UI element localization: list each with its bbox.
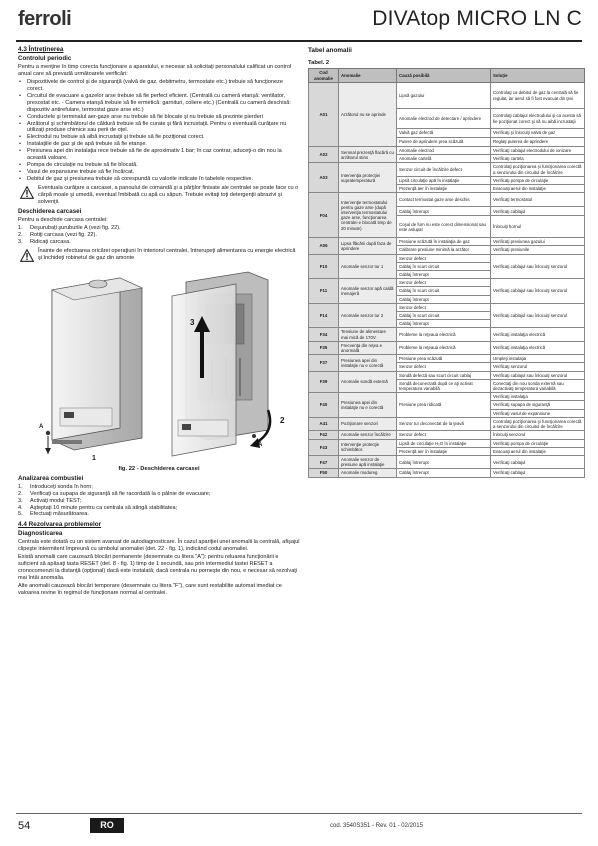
table-row (309, 371, 585, 379)
anomaly-cell: Arzătorul nu se aprinde (339, 83, 397, 147)
notice-text: Înainte de efectuarea oricărei operaţiuni în interiorul centralei, întrerupeţi alimentarea cu energie electrică şi închideţi robinetul de gaz din amonte (38, 247, 296, 261)
solution-cell: Controlaţi poziţionarea şi funcţionarea corectă a senzorului din circuitul de încălzire (491, 163, 585, 176)
solution-cell: Verificaţi supapa de siguranţă (491, 401, 585, 409)
table-row (309, 83, 585, 109)
anomaly-cell: Anomalie senzor apă caldă menajeră (339, 279, 397, 304)
fault-code-cell: F42 (309, 431, 339, 439)
cause-cell: Prezenţă aer în instalaţie (397, 185, 491, 193)
list-item: 4. Aşteptaţi 10 minute pentru ca centrala să atingă stabilitatea; (18, 504, 178, 511)
cause-cell: Anomalie electrod de detectare / aprindere (397, 109, 491, 129)
fault-code-cell: F37 (309, 355, 339, 371)
solution-cell: Evacuaţi aerul din instalaţie (491, 185, 585, 193)
cause-cell: Cablaj în scurt circuit (397, 287, 491, 295)
header-rule (16, 40, 582, 42)
anomaly-cell: Tensiune de alimentare mai mică de 170V. (339, 328, 397, 341)
anomaly-cell: Anomalie sondă externă (339, 371, 397, 393)
table-number: Tabel. 2 (308, 60, 330, 66)
subsection-periodic-check: Controlul periodic (18, 54, 72, 62)
cause-cell: Sondă defectă sau scurt circuit cablaj (397, 371, 491, 379)
fault-code-cell: A03 (309, 163, 339, 193)
list-item: • Presiunea apei din instalaţia rece trebuie să fie de aproximativ 1 bar; în caz contrar, aduceţi-o din nou la această valoare. (18, 148, 300, 162)
column-header: Anomalie (339, 69, 397, 83)
cause-cell: Senzor defect (397, 431, 491, 439)
table-row (309, 279, 585, 287)
solution-cell: Umpleţi instalaţia (491, 355, 585, 363)
cause-cell: Lipsă de circulaţie H₂O în instalaţie (397, 439, 491, 447)
cause-cell: Senzor defect (397, 303, 491, 311)
anomaly-cell: Presiunea apei din instalaţie nu e corectă (339, 355, 397, 371)
table-row (309, 341, 585, 354)
solution-cell: Verificaţi instalaţia electrică (491, 328, 585, 341)
cause-cell: Prezenţă aer în instalaţie (397, 447, 491, 455)
figure-caption: fig. 22 - Deschiderea carcasei (118, 465, 200, 472)
solution-cell: Verificaţi cablajul (491, 469, 585, 477)
list-item: 3. Ridicaţi carcasa. (18, 238, 71, 245)
fault-code-cell: A06 (309, 238, 339, 254)
solution-cell: Verificaţi senzorul (491, 363, 585, 371)
fault-code-cell: F11 (309, 279, 339, 304)
section-title-troubleshooting: 4.4 Rezolvarea problemelor (18, 521, 102, 529)
cause-cell: Senzor defect (397, 254, 491, 262)
cause-cell: Putere de aprindere prea scăzută (397, 138, 491, 147)
anomaly-cell: Anomalie senzor încălzire (339, 431, 397, 439)
anomaly-cell: Anomalie senzor de presiune apă instalaţie (339, 455, 397, 468)
solution-cell: Controlaţi poziţionarea şi funcţionarea corectă a senzorului din circuitul de încălzire (491, 417, 585, 430)
table-row (309, 355, 585, 363)
open-casing-intro: Pentru a deschide carcasa centralei: (18, 216, 108, 223)
table-title: Tabel anomalii (308, 47, 352, 54)
solution-cell: Verificaţi presiunea gazului (491, 238, 585, 246)
fault-code-cell: F40 (309, 393, 339, 418)
left-column (18, 46, 300, 598)
column-header: Cauză posibilă (397, 69, 491, 83)
cause-cell: Presiune prea scăzută (397, 355, 491, 363)
cause-cell: Cablaj întrerupt (397, 455, 491, 468)
fault-code-cell: F35 (309, 341, 339, 354)
solution-cell: Verificaţi cablajul electrodului de ionizare (491, 147, 585, 155)
fault-code-cell: A41 (309, 417, 339, 430)
figure-label-1: 1 (92, 454, 96, 462)
cause-cell: Senzor tur deconectat de la ţeavă (397, 417, 491, 430)
solution-cell: Verificaţi cablajul (491, 207, 585, 216)
list-item: • Vasul de expansiune trebuie să fie încărcat. (18, 169, 300, 176)
solution-cell: Reglaţi puterea de aprindere (491, 138, 585, 147)
list-item: 3. Activaţi modul TEST; (18, 497, 82, 504)
solution-cell: Verificaţi pompa de circulaţie (491, 176, 585, 184)
solution-cell: Evacuaţi aerul din instalaţie (491, 447, 585, 455)
solution-cell: Controlaţi cablajul electrodului şi ca acesta să fie poziţionat corect şi să nu aibă incrustaţii (491, 109, 585, 129)
anomaly-cell: Intervenţia protecţiei supratemperatură (339, 163, 397, 193)
table-row (309, 163, 585, 176)
page-number: 54 (18, 820, 31, 832)
anomaly-cell: Presiunea apei din instalaţie nu e corectă (339, 393, 397, 418)
figure-label-a: A (39, 423, 44, 430)
cause-cell: Cablaj întrerupt (397, 207, 491, 216)
cause-cell: Cablaj întrerupt (397, 320, 491, 328)
boiler-opening (172, 272, 270, 456)
anomaly-cell: Anomalie senzor tur 1 (339, 254, 397, 279)
figure-label-2: 2 (280, 415, 285, 425)
subsection-open-casing: Deschiderea carcasei (18, 207, 82, 215)
table-row (309, 439, 585, 447)
cause-cell: Cablaj în scurt circuit (397, 312, 491, 320)
intro-paragraph: Pentru a menţine în timp corecta funcţionare a aparatului, e necesar să solicitaţi personalului calificat un control anual care să prevadă următoarele verificări: (18, 63, 292, 77)
cause-cell: Presiune scăzută în instalaţia de gaz (397, 238, 491, 246)
cause-cell: Contact termostat gaze arse deschis (397, 193, 491, 207)
table-row (309, 147, 585, 155)
solution-cell: Verificaţi cablajul (491, 455, 585, 468)
list-item: • Debitul de gaz şi presiunea trebuie să corespundă cu valorile indicate în tabelele respective. (18, 176, 300, 183)
anomaly-cell: Frecvenţa din reţea e anormală (339, 341, 397, 354)
solution-cell: Înlocuiţi hornul (491, 216, 585, 238)
combustion-steps (18, 484, 300, 519)
section-title-maintenance: 4.3 Întreţinerea (18, 46, 64, 53)
diagnostics-paragraph: Alte anomalii cauzează blocări temporare (desemnate cu litera "F"), care sunt restabilite automat imediat ce valoarea revine în regimul de funcţionare normal al centralei. (18, 583, 282, 596)
cause-cell: Presiune prea ridicată (397, 393, 491, 418)
cause-cell: Coşul de fum nu este corect dimensionat sau este astupat (397, 216, 491, 238)
table-row (309, 238, 585, 246)
fault-code-cell: F34 (309, 328, 339, 341)
diagnostics-paragraph: Există anomalii care cauzează blocări permanente (desemnate cu litera "A"): pentru reluarea funcţionării e suficient să apăsaţi tasta RESET (det. 8 - fig. 1) timp de 1 secundă, sau prin intermediul tastei RESET a cronocomenzii la distanţă (opţional) dacă este instalată; dacă centrala nu porneşte din nou, e necesar să rezolvaţi mai întâi anomalia. (18, 554, 298, 582)
cause-cell: Anomalie cartelă (397, 155, 491, 163)
boiler-illustration (22, 268, 290, 464)
document-code: cod. 3540S351 - Rev. 01 - 02/2015 (330, 823, 423, 829)
document-title: DIVAtop MICRO LN C (372, 7, 582, 30)
solution-cell: Verificaţi termostatul (491, 193, 585, 207)
list-item: 1. Deşurubaţi şuruburile A (vezi fig. 22). (18, 224, 121, 231)
warning-icon (20, 249, 34, 262)
solution-cell: Conectaţi din nou sonda externă sau dezactivaţi temperatura variabilă (491, 379, 585, 392)
solution-cell: Verificaţi cartela (491, 155, 585, 163)
table-row (309, 393, 585, 401)
notice-text: Eventuala curăţare a carcasei, a panoului de comandă şi a părţilor finisate ale centralei se poate face cu o cârpă moale şi umedă, eventual îmbibată cu apă cu săpun. Trebuie evitaţi toţi detergenţii abrazivi şi solvenţii. (38, 185, 299, 206)
anomaly-cell: Intervenţie termostatului pentru gaze arse (după intervenţia termostatului gaze arse, funcţionarea centralei e blocată timp de 20 minute) (339, 193, 397, 238)
solution-cell: Verificaţi şi înlocuiţi valva de gaz (491, 129, 585, 138)
solution-cell: Verificaţi instalaţia electrică (491, 341, 585, 354)
language-badge: RO (90, 818, 124, 833)
fault-code-cell: F43 (309, 439, 339, 455)
diagnostics-paragraph: Centrala este dotată cu un sistem avansat de autodiagnosticare. În cazul apariţiei unei anomalii la centrală, afişajul clipeşte intermitent împreună cu simbolul anomaliei (det. 22 - fig. 1), indicând codul anomaliei. (18, 539, 300, 553)
list-item: • Instalaţiile de gaz şi de apă trebuie să fie etanşe. (18, 141, 300, 148)
fault-code-cell: A02 (309, 147, 339, 163)
list-item: • Conductele şi terminalul aer-gaze arse nu trebuie să fie blocate şi nu trebuie să prezinte pierderi (18, 114, 300, 121)
list-item: • Pompa de circulaţie nu trebuie să fie blocată. (18, 162, 300, 169)
figure-label-3: 3 (190, 317, 195, 327)
cause-cell: Sondă deconectată după ce aţi activat temperatura variabilă (397, 379, 491, 392)
subsection-combustion: Analizarea combustiei (18, 474, 84, 482)
anomaly-cell: Lipsa flăcării după faza de aprindere (339, 238, 397, 254)
cause-cell: Cablaj întrerupt (397, 271, 491, 279)
solution-cell: Verificaţi presiunile (491, 246, 585, 254)
column-header: Soluţie (491, 69, 585, 83)
cause-cell: Cablaj în scurt circuit (397, 262, 491, 270)
column-header: Cod anomalie (309, 69, 339, 83)
cause-cell: Probleme la reţeaua electrică (397, 341, 491, 354)
anomaly-cell: Poziţionare senzori (339, 417, 397, 430)
solution-cell: Verificaţi instalaţia (491, 393, 585, 401)
boiler-closed (45, 278, 142, 454)
list-item: • Dispozitivele de control şi de siguranţă (valvă de gaz, debitmetru, termostate etc.) trebuie să funcţioneze corect. (18, 79, 300, 93)
list-item: 5. Efectuaţi măsurătoarea. (18, 511, 89, 518)
fault-code-cell: A01 (309, 83, 339, 147)
cause-cell: Cablaj întrerupt (397, 469, 491, 477)
figure-open-casing (22, 268, 290, 464)
table-row (309, 455, 585, 468)
anomaly-cell: Intervenţie protecţie schimbător. (339, 439, 397, 455)
list-item: • Electrodul nu trebuie să aibă incrustaţii şi trebuie să fie poziţionat corect. (18, 134, 300, 141)
cause-cell: Senzor defect (397, 363, 491, 371)
warning-icon (20, 186, 34, 199)
fault-code-cell: F39 (309, 371, 339, 393)
list-item: 1. Introduceţi sonda în horn; (18, 483, 93, 490)
anomaly-cell: Semnal prezenţă flacără cu arzătorul stins (339, 147, 397, 163)
cause-cell: Senzor defect (397, 279, 491, 287)
list-item: 2. Verificaţi ca supapa de siguranţă să fie racordată la o pâlnie de evacuare; (18, 490, 211, 497)
anomaly-cell: Anomalie senzor tur 2 (339, 303, 397, 328)
solution-cell: Verificaţi cablajul sau înlocuiţi senzorul (491, 279, 585, 304)
solution-cell: Verificaţi pompa de circulaţie (491, 439, 585, 447)
open-casing-steps (18, 225, 300, 246)
table-row (309, 328, 585, 341)
table-row (309, 303, 585, 311)
solution-cell: Verificaţi cablajul sau înlocuiţi senzorul (491, 371, 585, 379)
notice-power-off (18, 248, 300, 264)
subsection-diagnostics: Diagnosticarea (18, 530, 63, 538)
table-row (309, 417, 585, 430)
cause-cell: Lipsă circulaţie apă în instalaţie (397, 176, 491, 184)
solution-cell: Înlocuiţi senzorul (491, 431, 585, 439)
right-column (308, 46, 584, 478)
notice-cleaning (18, 185, 300, 206)
table-row (309, 469, 585, 477)
table-row (309, 431, 585, 439)
fault-code-cell: F10 (309, 254, 339, 279)
fault-code-cell: F47 (309, 455, 339, 468)
footer-rule (16, 813, 582, 814)
checks-list (18, 79, 300, 183)
solution-cell: Verificaţi cablajul sau înlocuiţi senzorul (491, 303, 585, 328)
table-row (309, 254, 585, 262)
brand-logo: ferroli (18, 8, 72, 30)
anomaly-cell: Anomalie modureg (339, 469, 397, 477)
table-header-row (309, 69, 585, 83)
fault-code-cell: F04 (309, 193, 339, 238)
solution-cell: Verificaţi vasul de expansiune (491, 409, 585, 417)
solution-cell: Controlaţi ca debitul de gaz la centrală să fie regulat, iar aerul să fi fost evacuat din ţevi (491, 83, 585, 109)
table-row (309, 193, 585, 207)
cause-cell: Cablaj întrerupt (397, 295, 491, 303)
cause-cell: Probleme la reţeaua electrică (397, 328, 491, 341)
cause-cell: Senzor circuit de încălzire defect (397, 163, 491, 176)
fault-table (308, 68, 585, 478)
solution-cell: Verificaţi cablajul sau înlocuiţi senzorul (491, 254, 585, 279)
cause-cell: Lipsă gazului (397, 83, 491, 109)
fault-code-cell: F14 (309, 303, 339, 328)
list-item: • Circuitul de evacuare a gazelor arse trebuie să fie perfect eficient. (Centrală cu cameră etanşă: ventilator, presostat etc. - Camera etanşă trebuie să fie ermetică: garnituri, coliere etc.) (Centrală cu cameră deschisă: dispozitiv antirefulare, termostat gaze arse etc.) (18, 93, 300, 114)
fault-code-cell: F50 (309, 469, 339, 477)
list-item: 2. Rotiţi carcasa (vezi fig. 22). (18, 231, 97, 238)
list-item: • Arzătorul şi schimbătorul de căldură trebuie să fie curate şi fără incrustaţii. Pentru o eventuală curăţare nu utilizaţi produse chimice sau perii de oţel. (18, 121, 300, 135)
figure-label-a: A (258, 441, 263, 448)
cause-cell: Calibrare presiune minimă la arzător (397, 246, 491, 254)
cause-cell: Anomalie electrod (397, 147, 491, 155)
cause-cell: Valvă gaz defectă (397, 129, 491, 138)
